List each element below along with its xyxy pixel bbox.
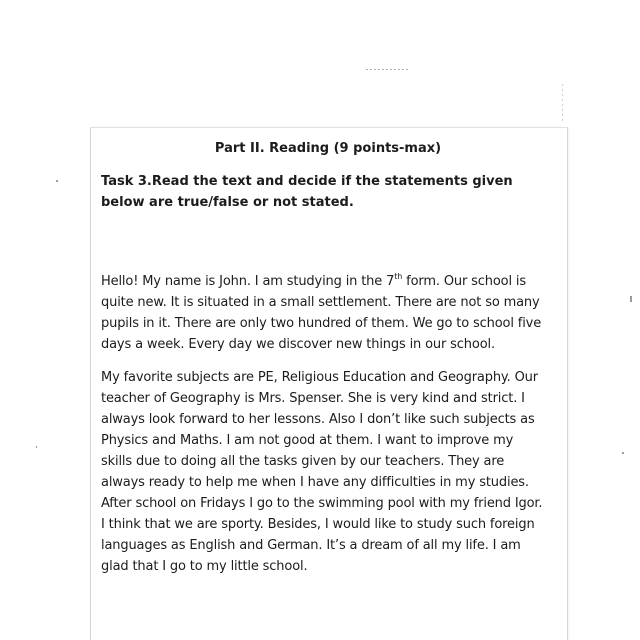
scan-speck — [630, 296, 632, 302]
paragraph-1-text-start: Hello! My name is John. I am studying in the 7 — [101, 274, 395, 289]
scan-artifact-line — [366, 69, 410, 70]
scan-speck — [36, 446, 37, 448]
superscript-ordinal: th — [394, 272, 403, 281]
paragraph-1-text-end: form. Our school is quite new. It is situated in a small settlement. There are not so many pupils in it. There are only two hundred of them. We go to school five days a week. Every day we discover new things in our school. — [101, 274, 542, 352]
scan-speck — [622, 452, 624, 454]
reading-paragraph-2: My favorite subjects are PE, Religious Education and Geography. Our teacher of Geography is Mrs. Spenser. She is very kind and strict. I always look forward to her lessons. Also I don’t like such subjects as Physics and Maths. I am not good at them. I want to improve my skills due to doing all the tasks given by our teachers. They are always ready to help me when I have any difficulties in my studies. After school on Fridays I go to the swimming pool with my friend Igor. I think that we are sporty. Besides, I would like to study such foreign languages as English and German. It’s a dream of all my life. I am glad that I go to my little school. — [101, 370, 543, 574]
task-instruction: Task 3.Read the text and decide if the statements given below are true/false or not stated. — [101, 174, 513, 210]
section-heading: Part II. Reading (9 points-max) — [214, 141, 442, 156]
scan-speck — [56, 180, 58, 182]
scan-artifact-edge — [562, 84, 563, 124]
reading-paragraph-1 — [101, 271, 546, 355]
